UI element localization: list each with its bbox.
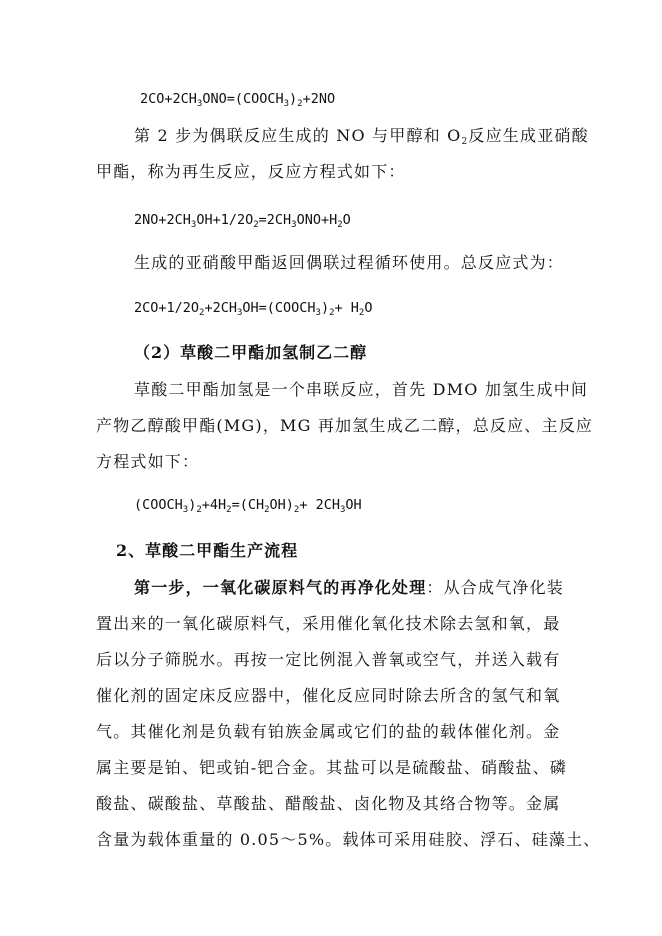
paragraph-step1-line8: 含量为载体重量的 0.05～5%。载体可采用硅胶、浮石、硅藻土、	[96, 830, 601, 849]
paragraph-hydrogenation-line2: 产物乙醇酸甲酯(MG)，MG 再加氢生成乙二醇，总反应、主反应	[96, 416, 594, 435]
paragraph-overall-reaction: 生成的亚硝酸甲酯返回偶联过程循环使用。总反应式为：	[134, 253, 565, 272]
step1-bold-title: 第一步，一氧化碳原料气的再净化处理	[134, 578, 427, 597]
section-heading-hydrogenation: （2）草酸二甲酯加氢制乙二醇	[134, 343, 368, 362]
paragraph-regeneration-line1: 第 2 步为偶联反应生成的 NO 与甲醇和 $O_2$反应生成亚硝酸	[134, 126, 589, 147]
paragraph-step1-line5: 气。其催化剂是负载有铂族金属或它们的盐的载体催化剂。金	[96, 722, 561, 741]
paragraph-step1-line7: 酸盐、碳酸盐、草酸盐、醋酸盐、卤化物及其络合物等。金属	[96, 794, 561, 813]
formula-hydrogenation: $(COOCH_3)_2+4H_2=(CH_2OH)_2+ 2CH_3OH$	[134, 497, 362, 515]
paragraph-step1-line2: 置出来的一氧化碳原料气，采用催化氧化技术除去氢和氧，最	[96, 614, 561, 633]
formula-overall: $2CO+1/2O_2+2CH_3OH=(COOCH_3)_2+ H_2O$	[134, 300, 373, 318]
formula-regeneration: $2NO+2CH_3OH+1/2O_2=2CH_3ONO+H_2O$	[134, 212, 351, 230]
paragraph-hydrogenation-line3: 方程式如下：	[96, 452, 200, 471]
paragraph-step1-line6: 属主要是铂、钯或铂-钯合金。其盐可以是硫酸盐、硝酸盐、磷	[96, 758, 568, 777]
formula-coupling: $2CO+2CH_3ONO=(COOCH_3)_2+2NO$	[140, 91, 336, 109]
paragraph-step1-line4: 催化剂的固定床反应器中，催化反应同时除去所含的氢气和氧	[96, 686, 561, 705]
paragraph-step1-line1: 第一步，一氧化碳原料气的再净化处理：从合成气净化装	[134, 578, 565, 597]
section-heading-production-process: 2、草酸二甲酯生产流程	[116, 541, 299, 560]
paragraph-step1-line3: 后以分子筛脱水。再按一定比例混入普氧或空气，并送入载有	[96, 650, 561, 669]
paragraph-hydrogenation-line1: 草酸二甲酯加氢是一个串联反应，首先 DMO 加氢生成中间	[134, 380, 589, 399]
paragraph-regeneration-line2: 甲酯，称为再生反应，反应方程式如下：	[96, 162, 406, 181]
